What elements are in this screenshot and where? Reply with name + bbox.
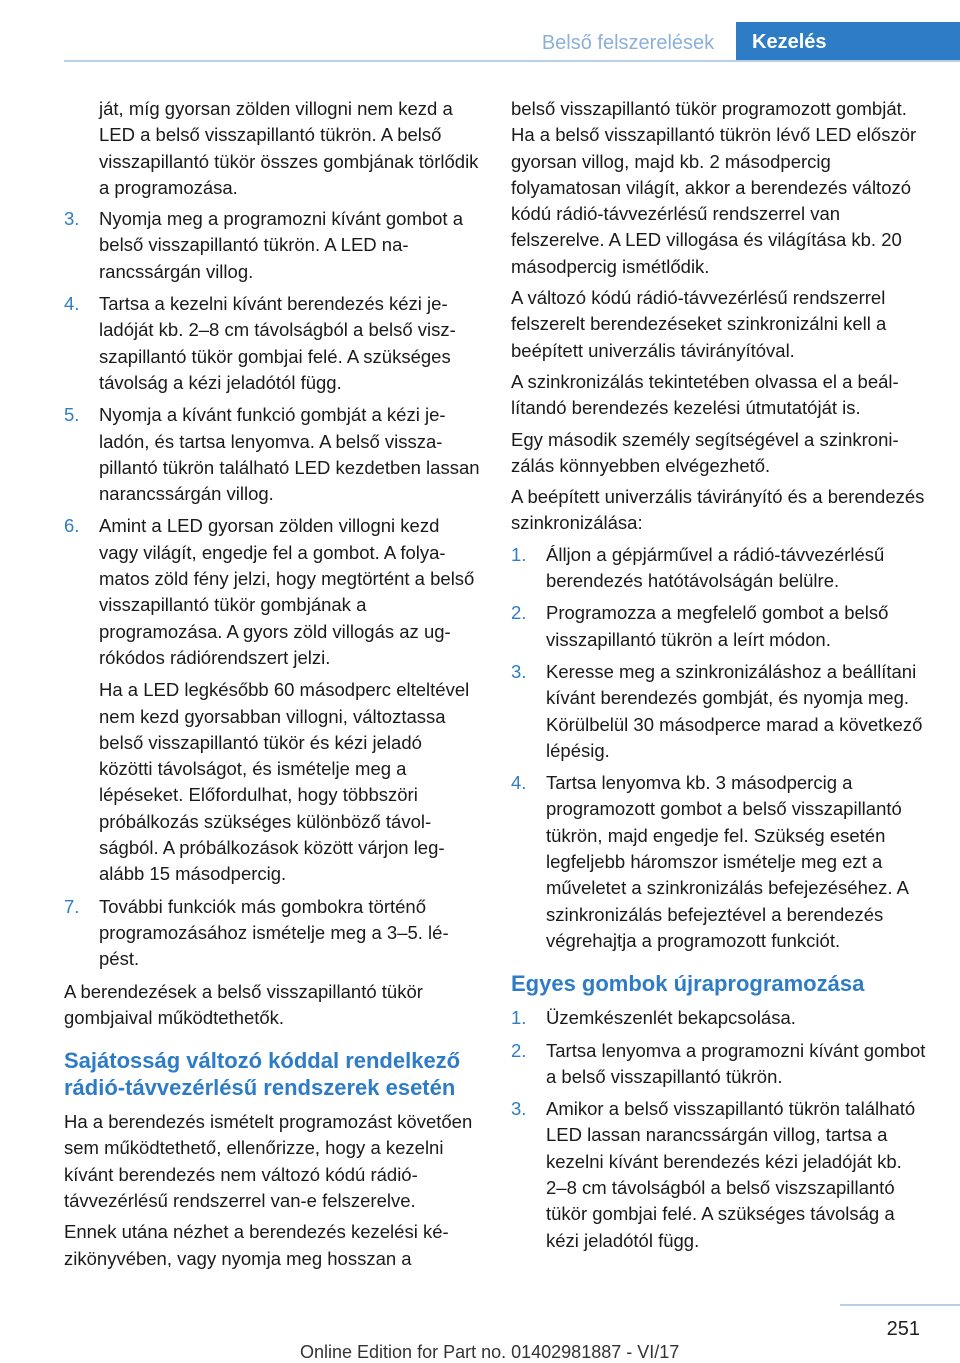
edition-footer: Online Edition for Part no. 01402981887 - VI/17 [300,1342,680,1362]
section-heading: Egyes gombok újraprogramozása [511,971,865,997]
step-number: 1. [511,543,527,565]
step-number: 3. [511,1098,527,1120]
list-item [64,402,480,507]
step-number: 6. [64,515,80,537]
step-text: Üzemkészenlét bekapcsolása. [546,1007,796,1029]
section-title: Belső felszerelések [541,32,715,54]
step-text: Keresse meg a szinkronizáláshoz a beállítani kívánt berendezés gombját, és nyomja meg. Körülbelül 30 másodperce marad a következő lépésig. [546,660,923,761]
list-item [511,1096,927,1254]
step-text: Programozza a megfelelő gombot a belső visszapillantó tükrön a leírt módon. [546,602,889,650]
paragraph: belső visszapillantó tükör programozott gombját. Ha a belső visszapillantó tükrön lévő LED először gyorsan villog, majd kb. 2 másodpercig folyamatosan világít, akkor a berendezés változó kódú rádió-távvezérlésű rendszerrel van felszerelve. A LED villogása és világítása kb. 20 másodpercig ismétlődik. [511,98,917,277]
step-text: Nyomja meg a programozni kívánt gombot a belső visszapillantó tükrön. A LED narancssárgán villog. [99,208,464,282]
step-text: Amint a LED gyorsan zölden villogni kezd vagy világít, engedje fel a gombot. A folyamatos zöld fény jelzi, hogy megtörtént a belső visszapillantó tükör gombjának a programozása. A gyors zöld villogás az ugrókódos rádiórendszert jelzi. [99,515,475,668]
list-item [511,1005,927,1031]
step-number: 5. [64,404,80,426]
paragraph: Ha a berendezés ismételt programozást követően sem működtethető, ellenőrizze, hogy a kezelni kívánt berendezés nem változó kódú rádió-távvezérlésű rendszerrel van-e felszerelve. [64,1111,473,1211]
paragraph: Ennek utána nézhet a berendezés kezelési kézikönyvében, vagy nyomja meg hosszan a [64,1221,449,1269]
step-text: Tartsa a kezelni kívánt berendezés kézi jeladóját kb. 2–8 cm távolságból a belső viszszapillantó tükör gombjai felé. A szükséges távolság a kézi jeladótól függ. [99,293,456,393]
paragraph: Egy második személy segítségével a szinkronizálás könnyebben elvégezhető. [511,428,899,476]
paragraph: A szinkronizálás tekintetében olvassa el a beállítandó berendezés kezelési útmutatóját is. [511,370,899,419]
step-number: 4. [511,772,527,794]
list-item [64,291,480,396]
footer-rule [840,1304,960,1306]
list-item [511,1038,927,1091]
tab-kezeles[interactable]: Kezelés [736,22,960,62]
paragraph: A beépített univerzális távirányító és a berendezés szinkronizálása: [511,486,925,534]
page-header [0,0,960,62]
list-item [511,600,927,653]
right-column [511,96,927,1260]
step-number: 3. [511,660,527,682]
continued-step-text: ját, míg gyorsan zölden villogni nem kezd a LED a belső visszapillantó tükrön. A belső visszapillantó tükör összes gombjának törlődik a programozása. [99,98,479,198]
list-item [511,770,927,954]
step-number: 2. [511,1039,527,1061]
step-number: 4. [64,293,80,315]
list-item [64,206,480,285]
header-rule [64,60,960,62]
section-heading: Sajátosság változó kóddal rendelkező rádió-távvezérlésű rendszerek esetén [64,1048,461,1101]
step-text: Nyomja a kívánt funkció gombját a kézi jeladón, és tartsa lenyomva. A belső visszapillantó tükrön található LED kezdetben lassan narancssárgán villog. [99,404,480,505]
step-text: Álljon a gépjárművel a rádió-távvezérlésű berendezés hatótávolságán belülre. [546,543,885,592]
page-number: 251 [886,1318,920,1340]
paragraph: A változó kódú rádió-távvezérlésű rendszerrel felszerelt berendezéseket szinkronizálni kell a beépített univerzális távirányítóval. [511,287,887,361]
step-note: Ha a LED legkésőbb 60 másodperc elteltével nem kezd gyorsabban villogni, változtassa belső visszapillantó tükör és kézi jeladó közötti távolságot, és ismételje meg a lépéseket. Előfordulhat, hogy többszöri próbálkozás szükséges különböző távolságból. A próbálkozások között várjon legalább 15 másodpercig. [99,679,470,885]
paragraph: A berendezések a belső visszapillantó tükör gombjaival működtethetők. [64,980,423,1028]
step-text: Tartsa lenyomva a programozni kívánt gombot a belső visszapillantó tükrön. [546,1039,926,1087]
step-text: Tartsa lenyomva kb. 3 másodpercig a programozott gombot a belső visszapillantó tükrön, majd engedje fel. Szükség esetén legfeljebb háromszor ismételje meg ezt a műveletet a szinkronizálás befejezéséhez. A szinkronizálás befejeztével a berendezés végrehajtja a programozott funkciót. [546,772,908,951]
list-item [64,894,480,973]
step-number: 1. [511,1007,527,1029]
step-text: További funkciók más gombokra történő programozásához ismételje meg a 3–5. lépést. [99,895,449,970]
step-number: 3. [64,208,80,230]
list-item [511,542,927,595]
step-number: 2. [511,602,527,624]
step-number: 7. [64,895,80,917]
step-text: Amikor a belső visszapillantó tükrön található LED lassan narancssárgán villog, tartsa a kezelni kívánt berendezés kézi jeladóját kb. 2–8 cm távolságból a belső viszszapillantó tükör gombjai felé. A szükséges távolság a kézi jeladótól függ. [546,1098,916,1251]
list-item [64,513,480,887]
list-item [511,659,927,764]
left-column [64,96,480,1277]
